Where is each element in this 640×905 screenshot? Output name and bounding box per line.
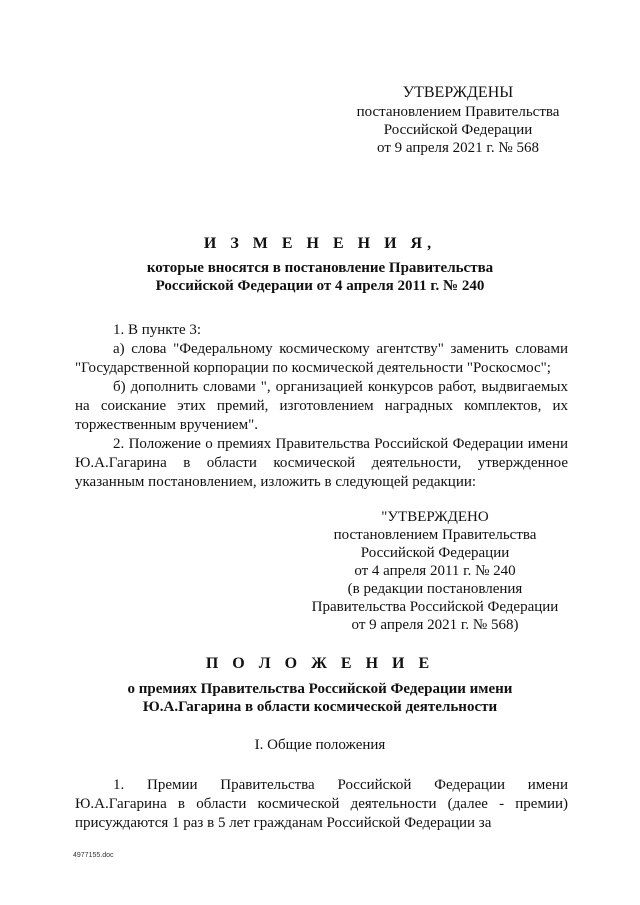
paragraph-2: 2. Положение о премиях Правительства Российской Федерации имени Ю.А.Гагарина в области космической деятельности, утвержденное указанным постановлением, изложить в следующей редакции:	[75, 436, 568, 490]
paragraph-1b: б) дополнить словами ", организацией конкурсов работ, выдвигаемых на соискание этих премий, изготовлением наградных комплектов, их торжественным вручением".	[75, 379, 568, 433]
approval-line-3: от 9 апреля 2021 г. № 568	[377, 140, 539, 156]
polozhenie-subtitle	[0, 680, 640, 716]
approval-stamp	[350, 84, 566, 157]
approval-line-2: Российской Федерации	[383, 122, 533, 138]
paragraph-1a: а) слова "Федеральному космическому агентству" заменить словами "Государственной корпорации по космической деятельности "Роскосмос";	[75, 341, 568, 376]
polozhenie-subtitle-line-2: Ю.А.Гагарина в области космической деятельности	[142, 699, 498, 715]
changes-subtitle-line-2: Российской Федерации от 4 апреля 2011 г. № 240	[155, 278, 485, 294]
approval-quote-heading: "УТВЕРЖДЕНО	[381, 509, 489, 525]
polozhenie-title: П О Л О Ж Е Н И Е	[205, 655, 435, 672]
changes-body	[75, 321, 568, 492]
approval-quote-line-1: постановлением Правительства	[333, 527, 537, 543]
document-id-footer: 4977155.doc	[73, 852, 114, 859]
section-paragraph-1: 1. Премии Правительства Российской Федерации имени Ю.А.Гагарина в области космической деятельности (далее - премии) присуждаются 1 раз в 5 лет гражданам Российской Федерации за	[75, 777, 568, 831]
approval-quote-line-3: от 4 апреля 2011 г. № 240	[354, 563, 516, 579]
approval-quote-line-4: (в редакции постановления	[347, 581, 523, 597]
approval-heading: УТВЕРЖДЕНЫ	[402, 84, 514, 101]
approval-line-1: постановлением Правительства	[356, 104, 560, 120]
paragraph-1: 1. В пункте 3:	[113, 322, 202, 338]
section-heading: I. Общие положения	[254, 737, 386, 753]
approval-quote-line-6: от 9 апреля 2021 г. № 568)	[351, 617, 519, 633]
section-body	[75, 776, 568, 833]
changes-subtitle	[0, 259, 640, 295]
approval-quote-line-2: Российской Федерации	[360, 545, 510, 561]
polozhenie-subtitle-line-1: о премиях Правительства Российской Федерации имени	[127, 681, 513, 697]
approval-quote	[300, 508, 570, 634]
changes-title: И З М Е Н Е Н И Я,	[203, 235, 437, 252]
changes-subtitle-line-1: которые вносятся в постановление Правительства	[146, 260, 494, 276]
approval-quote-line-5: Правительства Российской Федерации	[311, 599, 559, 615]
